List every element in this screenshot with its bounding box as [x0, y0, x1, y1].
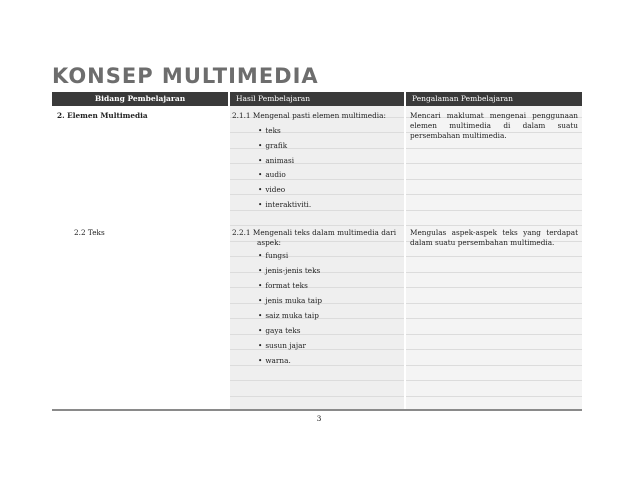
bullet-item: • saiz muka taip: [258, 311, 319, 321]
bullet-item: • jenis-jenis teks: [258, 266, 320, 276]
header-bidang: Bidang Pembelajaran: [52, 92, 228, 106]
page-title: KONSEP MULTIMEDIA: [52, 64, 319, 88]
table-header: [52, 92, 582, 106]
header-hasil: Hasil Pembelajaran: [230, 92, 404, 106]
outcome-2-1-1: 2.1.1 Mengenal pasti elemen multimedia:: [232, 111, 386, 120]
table-body: [52, 106, 582, 409]
bullet-item: • teks: [258, 126, 281, 136]
bullet-item: • gaya teks: [258, 326, 301, 336]
page-number: 3: [316, 414, 322, 423]
bullet-item: • audio: [258, 170, 286, 180]
area-teks: 2.2 Teks: [74, 228, 105, 237]
bullet-item: • jenis muka taip: [258, 296, 322, 306]
bullet-item: • susun jajar: [258, 341, 306, 351]
bullet-item: • grafik: [258, 141, 287, 151]
bullet-item: • animasi: [258, 156, 294, 166]
outcome-2-2-1-cont: aspek:: [257, 238, 281, 247]
bottom-divider: [52, 409, 582, 411]
experience-2: Mengulas aspek-aspek teks yang terdapat dalam suatu persembahan multimedia.: [410, 228, 578, 247]
bullet-item: • warna.: [258, 356, 291, 366]
bullet-item: • interaktiviti.: [258, 200, 311, 210]
column-hasil: [230, 106, 404, 409]
outcome-2-2-1: 2.2.1 Mengenali teks dalam multimedia dari: [232, 228, 397, 237]
column-bidang: [52, 106, 228, 409]
bullet-item: • fungsi: [258, 251, 288, 261]
experience-1: Mencari maklumat mengenai penggunaan elemen multimedia di dalam suatu persembahan multimedia.: [410, 111, 578, 140]
area-elemen-multimedia: 2. Elemen Multimedia: [57, 111, 148, 120]
bullet-item: • format teks: [258, 281, 308, 291]
bullet-item: • video: [258, 185, 285, 195]
header-pengalaman: Pengalaman Pembelajaran: [406, 92, 582, 106]
column-pengalaman: [406, 106, 582, 409]
